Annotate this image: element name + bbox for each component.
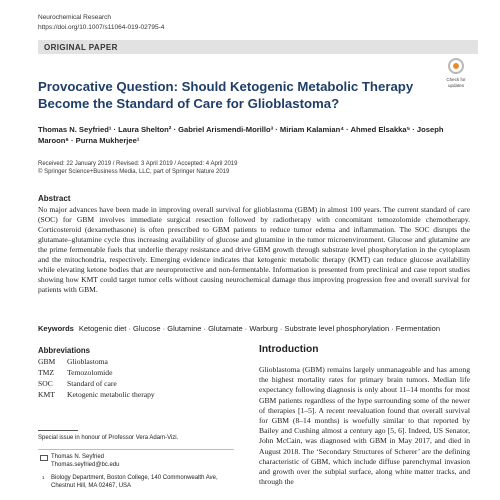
journal-name: Neurochemical Research	[38, 14, 111, 21]
check-updates-icon	[448, 58, 464, 74]
corresponding-author-name: Thomas N. Seyfried	[51, 454, 105, 460]
introduction-heading: Introduction	[259, 344, 319, 355]
abbreviation-key: KMT	[38, 390, 55, 399]
abbreviation-key: TMZ	[38, 368, 55, 377]
abbreviation-item	[38, 390, 155, 399]
abbreviation-key: SOC	[38, 379, 53, 388]
article-title: Provocative Question: Should Ketogenic Metabolic Therapy Become the Standard of Care for Glioblastoma?	[38, 79, 414, 111]
correspondence-divider	[38, 449, 234, 450]
affiliation-number: 1	[42, 475, 45, 480]
footnote-divider	[38, 430, 78, 431]
article-type-banner	[38, 40, 478, 54]
copyright-line: © Springer Science+Business Media, LLC, part of Springer Nature 2019	[38, 169, 230, 175]
corresponding-author-email[interactable]: Thomas.seyfried@bc.edu	[51, 462, 120, 468]
check-for-updates-badge[interactable]	[442, 58, 470, 92]
keywords-line	[38, 324, 470, 333]
abbreviation-value: Glioblastoma	[67, 357, 108, 366]
keywords-text: Ketogenic diet · Glucose · Glutamine · Glutamate · Warburg · Substrate level phosphorylation · Fermentation	[78, 324, 440, 333]
abstract-heading: Abstract	[38, 194, 71, 203]
abbreviation-item	[38, 379, 117, 388]
introduction-text: Glioblastoma (GBM) remains largely unmanageable and has among the highest mortality rates for primary brain tumors. Median life expectancy following diagnosis is only about 11–14 months for most GBM patients regardless of the hype surrounding some of the newer of therapies [1–5]. A recent reevaluation found that overall survival for GBM (8–14 months) is woefully similar to that reported by Bailey and Cushing almost a century ago [5, 6]. Indeed, US Senator, John McCain, was diagnosed with GBM in May 2017, and died in August 2018. The ‘Secondary Structures of Scherer’ are the defining characteristic of GBM, which include diffuse parenchymal invasion and growth over the subpial surface, along white matter tracks, and through the	[259, 365, 470, 487]
badge-line-2: updates	[447, 83, 464, 88]
article-type-label: ORIGINAL PAPER	[44, 42, 118, 52]
abbreviation-value: Ketogenic metabolic therapy	[67, 390, 155, 399]
affiliation-1: Biology Department, Boston College, 140 Commonwealth Ave, Chestnut Hill, MA 02467, USA	[51, 475, 218, 489]
abbreviation-value: Temozolomide	[67, 368, 113, 377]
article-dates	[38, 160, 237, 176]
history-dates: Received: 22 January 2019 / Revised: 3 April 2019 / Accepted: 4 April 2019	[38, 161, 238, 167]
badge-line-1: Check for	[446, 77, 466, 82]
special-issue-note: Special issue in honour of Professor Vera Adam-Vizi.	[38, 435, 179, 441]
abstract-text: No major advances have been made in improving overall survival for glioblastoma (GBM) in almost 100 years. The current standard of care (SOC) for GBM involves immediate surgical resection followed by radiotherapy with concomitant temozolomide chemotherapy. Corticosteroid (dexamethasone) is often prescribed to GBM patients to reduce tumor edema and inflammation. The SOC disrupts the glutamate–glutamine cycle thus increasing availability of glucose and glutamine in the tumor microenvironment. Glucose and glutamine are the prime fermentable fuels that underlie therapy resistance and drive GBM growth through substrate level phosphorylation in the cytoplasm and the mitochondria, respectively. Emerging evidence indicates that ketogenic metabolic therapy (KMT) can reduce glucose availability while elevating ketone bodies that are neuroprotective and non-fermentable. Information is presented from preclinical and case report studies showing how KMT could target tumor cells without causing neurochemical damage thus improving progression free and overall survival for patients with GBM.	[38, 205, 470, 294]
abbreviations-heading: Abbreviations	[38, 346, 90, 355]
keywords-label: Keywords	[38, 324, 74, 333]
author-list: Thomas N. Seyfried¹ · Laura Shelton² · Gabriel Arismendi-Morillo³ · Miriam Kalamian⁴ · Ahmed Elsakka⁵ · Joseph Maroon⁶ · Purna Mukherjee¹	[38, 125, 444, 145]
abbreviation-key: GBM	[38, 357, 56, 366]
doi-link[interactable]: https://doi.org/10.1007/s11064-019-02795-4	[38, 24, 165, 31]
abbreviation-item	[38, 357, 108, 366]
envelope-icon	[40, 455, 48, 461]
abbreviation-item	[38, 368, 112, 377]
abbreviation-value: Standard of care	[67, 379, 117, 388]
